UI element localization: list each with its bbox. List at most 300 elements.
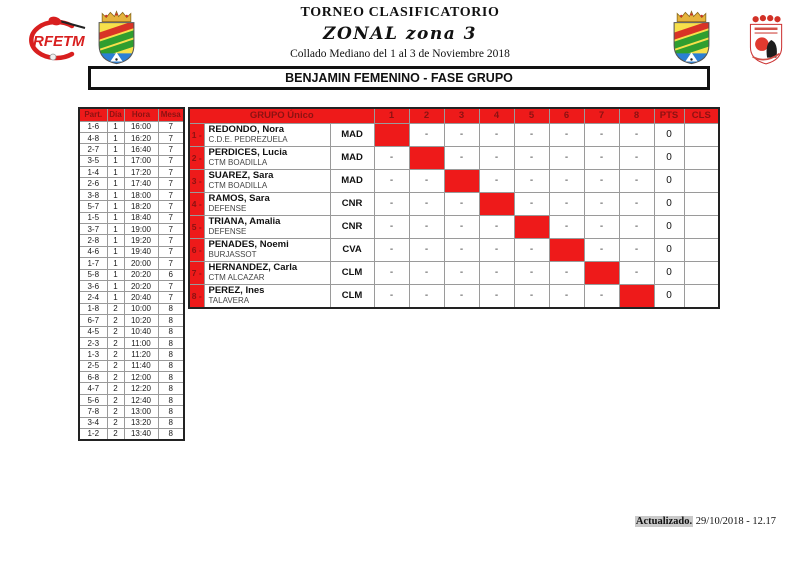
match-day: 1 [107, 121, 124, 132]
schedule-table [78, 107, 185, 441]
result-cell: - [409, 215, 444, 238]
result-cell: - [374, 192, 409, 215]
result-cell-self [584, 261, 619, 284]
match-pairing: 5-7 [79, 201, 107, 212]
result-cell: - [514, 123, 549, 146]
result-cell: - [479, 123, 514, 146]
updated-timestamp [635, 516, 776, 527]
player-row [189, 192, 719, 215]
points-cell: 0 [654, 169, 684, 192]
match-pairing: 5-6 [79, 394, 107, 405]
match-col-3: 3 [444, 108, 479, 123]
match-time: 20:00 [124, 258, 158, 269]
match-time: 11:20 [124, 349, 158, 360]
player-club: CTM ALCAZAR [208, 273, 265, 282]
category-title: BENJAMIN FEMENINO - FASE GRUPO [285, 71, 513, 85]
match-pairing: 4-6 [79, 246, 107, 257]
result-cell: - [619, 146, 654, 169]
match-time: 11:40 [124, 360, 158, 371]
schedule-row [79, 280, 184, 291]
result-cell: - [584, 169, 619, 192]
match-table: 7 [158, 246, 184, 257]
player-name: HERNANDEZ, Carla [208, 261, 298, 273]
result-cell: - [479, 169, 514, 192]
result-cell: - [409, 169, 444, 192]
match-table: 8 [158, 406, 184, 417]
schedule-row [79, 372, 184, 383]
player-name: PENADES, Noemi [208, 238, 289, 250]
match-day: 1 [107, 246, 124, 257]
result-cell-self [479, 192, 514, 215]
result-cell: - [374, 261, 409, 284]
match-col-4: 4 [479, 108, 514, 123]
player-cell [204, 169, 330, 192]
result-cell: - [444, 284, 479, 308]
player-row [189, 238, 719, 261]
player-cell [204, 284, 330, 308]
match-day: 2 [107, 315, 124, 326]
result-cell: - [549, 215, 584, 238]
rank-cell [684, 123, 719, 146]
schedule-row [79, 132, 184, 143]
match-time: 17:40 [124, 178, 158, 189]
match-pairing: 1-3 [79, 349, 107, 360]
player-club: CTM BOADILLA [208, 181, 268, 190]
result-cell: - [374, 146, 409, 169]
schedule-row [79, 144, 184, 155]
player-region: CNR [330, 215, 374, 238]
result-cell: - [584, 215, 619, 238]
match-day: 2 [107, 337, 124, 348]
result-cell: - [619, 123, 654, 146]
schedule-row [79, 326, 184, 337]
player-row [189, 215, 719, 238]
match-table: 7 [158, 292, 184, 303]
svg-text:RFETM: RFETM [33, 33, 85, 50]
match-pairing: 1-6 [79, 121, 107, 132]
rank-cell [684, 284, 719, 308]
player-number: 1 - [189, 123, 204, 146]
rank-cell [684, 146, 719, 169]
match-time: 19:40 [124, 246, 158, 257]
player-club: CTM BOADILLA [208, 158, 268, 167]
schedule-row [79, 212, 184, 223]
result-cell: - [479, 284, 514, 308]
schedule-row [79, 258, 184, 269]
match-pairing: 2-4 [79, 292, 107, 303]
player-number: 3 - [189, 169, 204, 192]
result-cell: - [479, 146, 514, 169]
match-day: 2 [107, 417, 124, 428]
player-cell [204, 261, 330, 284]
result-cell: - [619, 238, 654, 261]
match-day: 1 [107, 144, 124, 155]
result-cell: - [409, 284, 444, 308]
match-pairing: 6-8 [79, 372, 107, 383]
match-table: 7 [158, 224, 184, 235]
schedule-header-row [79, 108, 184, 121]
player-row [189, 261, 719, 284]
player-number: 2 - [189, 146, 204, 169]
match-pairing: 3-4 [79, 417, 107, 428]
points-cell: 0 [654, 215, 684, 238]
match-day: 1 [107, 167, 124, 178]
result-cell: - [514, 169, 549, 192]
match-pairing: 6-7 [79, 315, 107, 326]
player-row [189, 123, 719, 146]
points-cell: 0 [654, 284, 684, 308]
player-name: REDONDO, Nora [208, 123, 284, 135]
match-table: 7 [158, 121, 184, 132]
match-table: 7 [158, 212, 184, 223]
match-table: 7 [158, 280, 184, 291]
rfetm-logo-icon [22, 13, 92, 63]
match-time: 12:40 [124, 394, 158, 405]
player-number: 8 - [189, 284, 204, 308]
cls-header: CLS [684, 108, 719, 123]
match-day: 1 [107, 201, 124, 212]
player-number: 5 - [189, 215, 204, 238]
schedule-row [79, 269, 184, 280]
points-cell: 0 [654, 192, 684, 215]
group-table [188, 107, 720, 309]
schedule-body [79, 121, 184, 440]
result-cell: - [549, 284, 584, 308]
match-table: 8 [158, 383, 184, 394]
result-cell: - [444, 238, 479, 261]
match-pairing: 1-4 [79, 167, 107, 178]
match-table: 7 [158, 258, 184, 269]
player-cell [204, 192, 330, 215]
player-cell [204, 123, 330, 146]
match-table: 7 [158, 189, 184, 200]
points-cell: 0 [654, 146, 684, 169]
match-day: 2 [107, 360, 124, 371]
player-row [189, 284, 719, 308]
group-body [189, 123, 719, 308]
result-cell: - [549, 146, 584, 169]
match-pairing: 4-8 [79, 132, 107, 143]
match-time: 20:40 [124, 292, 158, 303]
match-time: 13:00 [124, 406, 158, 417]
match-table: 7 [158, 178, 184, 189]
match-pairing: 3-5 [79, 155, 107, 166]
match-day: 1 [107, 235, 124, 246]
result-cell-self [444, 169, 479, 192]
match-time: 17:00 [124, 155, 158, 166]
match-pairing: 1-7 [79, 258, 107, 269]
schedule-col-table: Mesa [158, 108, 184, 121]
match-day: 1 [107, 269, 124, 280]
schedule-col-time: Hora [124, 108, 158, 121]
match-pairing: 1-5 [79, 212, 107, 223]
match-col-7: 7 [584, 108, 619, 123]
pts-header: PTS [654, 108, 684, 123]
schedule-row [79, 189, 184, 200]
match-day: 1 [107, 212, 124, 223]
player-club: C.D.E. PEDREZUELA [208, 135, 288, 144]
result-cell: - [549, 169, 584, 192]
schedule-row [79, 360, 184, 371]
result-cell: - [549, 261, 584, 284]
player-cell [204, 238, 330, 261]
match-table: 7 [158, 235, 184, 246]
result-cell: - [619, 261, 654, 284]
schedule-row [79, 394, 184, 405]
player-number: 6 - [189, 238, 204, 261]
result-cell: - [409, 123, 444, 146]
match-pairing: 1-2 [79, 429, 107, 440]
match-pairing: 4-5 [79, 326, 107, 337]
match-time: 16:00 [124, 121, 158, 132]
match-table: 6 [158, 269, 184, 280]
match-day: 2 [107, 303, 124, 314]
schedule-row [79, 429, 184, 440]
match-pairing: 3-8 [79, 189, 107, 200]
result-cell: - [444, 215, 479, 238]
match-time: 18:00 [124, 189, 158, 200]
match-time: 11:00 [124, 337, 158, 348]
match-time: 10:40 [124, 326, 158, 337]
match-day: 1 [107, 132, 124, 143]
town-crest-left-icon [95, 9, 138, 67]
result-cell: - [444, 146, 479, 169]
schedule-col-day: Día [107, 108, 124, 121]
match-table: 7 [158, 155, 184, 166]
town-crest-right-icon [670, 9, 713, 67]
schedule-row [79, 224, 184, 235]
match-pairing: 7-8 [79, 406, 107, 417]
match-day: 1 [107, 155, 124, 166]
rfetm-logo [22, 13, 92, 63]
player-region: MAD [330, 123, 374, 146]
rank-cell [684, 215, 719, 238]
result-cell: - [479, 238, 514, 261]
result-cell: - [514, 146, 549, 169]
result-cell: - [479, 215, 514, 238]
result-cell: - [619, 215, 654, 238]
player-region: MAD [330, 146, 374, 169]
match-pairing: 2-8 [79, 235, 107, 246]
match-day: 2 [107, 429, 124, 440]
match-col-2: 2 [409, 108, 444, 123]
player-row [189, 169, 719, 192]
player-cell [204, 146, 330, 169]
rank-cell [684, 261, 719, 284]
category-banner [88, 66, 710, 90]
match-day: 2 [107, 349, 124, 360]
match-day: 2 [107, 394, 124, 405]
schedule-row [79, 235, 184, 246]
points-cell: 0 [654, 261, 684, 284]
match-col-8: 8 [619, 108, 654, 123]
schedule-row [79, 383, 184, 394]
player-club: BURJASSOT [208, 250, 257, 259]
match-day: 2 [107, 406, 124, 417]
result-cell: - [584, 284, 619, 308]
match-day: 1 [107, 258, 124, 269]
match-time: 19:00 [124, 224, 158, 235]
points-cell: 0 [654, 123, 684, 146]
match-time: 10:20 [124, 315, 158, 326]
result-cell: - [374, 215, 409, 238]
result-cell: - [444, 123, 479, 146]
result-cell: - [479, 261, 514, 284]
match-table: 8 [158, 326, 184, 337]
match-col-6: 6 [549, 108, 584, 123]
match-pairing: 2-7 [79, 144, 107, 155]
result-cell: - [409, 261, 444, 284]
schedule-row [79, 178, 184, 189]
result-cell: - [409, 192, 444, 215]
player-region: CVA [330, 238, 374, 261]
match-table: 8 [158, 349, 184, 360]
club-crest-icon [741, 14, 789, 66]
match-time: 16:40 [124, 144, 158, 155]
tournament-subtitle: ZONAL zona 3 [323, 24, 477, 44]
player-name: TRIANA, Amalia [208, 215, 281, 227]
group-title: GRUPO Único [189, 108, 374, 123]
match-table: 7 [158, 144, 184, 155]
match-table: 7 [158, 167, 184, 178]
match-time: 13:20 [124, 417, 158, 428]
schedule-row [79, 167, 184, 178]
header-titles [150, 5, 650, 60]
match-day: 1 [107, 292, 124, 303]
match-time: 12:20 [124, 383, 158, 394]
match-pairing: 4-7 [79, 383, 107, 394]
updated-label: Actualizado. [635, 516, 693, 527]
schedule-row [79, 246, 184, 257]
group-header-row [189, 108, 719, 123]
match-time: 18:20 [124, 201, 158, 212]
schedule-row [79, 201, 184, 212]
match-pairing: 5-8 [79, 269, 107, 280]
rank-cell [684, 238, 719, 261]
player-region: CLM [330, 284, 374, 308]
result-cell: - [374, 284, 409, 308]
player-number: 7 - [189, 261, 204, 284]
result-cell: - [514, 192, 549, 215]
result-cell: - [584, 238, 619, 261]
match-time: 20:20 [124, 280, 158, 291]
result-cell: - [514, 238, 549, 261]
player-region: CLM [330, 261, 374, 284]
match-time: 16:20 [124, 132, 158, 143]
result-cell-self [374, 123, 409, 146]
player-region: CNR [330, 192, 374, 215]
player-row [189, 146, 719, 169]
result-cell: - [549, 192, 584, 215]
match-pairing: 1-8 [79, 303, 107, 314]
match-table: 8 [158, 394, 184, 405]
match-table: 7 [158, 201, 184, 212]
result-cell: - [619, 192, 654, 215]
match-day: 1 [107, 280, 124, 291]
match-time: 20:20 [124, 269, 158, 280]
player-club: DEFENSE [208, 204, 247, 213]
match-time: 13:40 [124, 429, 158, 440]
result-cell-self [514, 215, 549, 238]
result-cell-self [619, 284, 654, 308]
match-day: 2 [107, 326, 124, 337]
schedule-row [79, 303, 184, 314]
match-pairing: 2-3 [79, 337, 107, 348]
match-time: 12:00 [124, 372, 158, 383]
rank-cell [684, 169, 719, 192]
points-cell: 0 [654, 238, 684, 261]
player-club: DEFENSE [208, 227, 247, 236]
result-cell: - [584, 192, 619, 215]
match-time: 10:00 [124, 303, 158, 314]
match-col-5: 5 [514, 108, 549, 123]
player-club: TALAVERA [208, 296, 250, 305]
match-time: 18:40 [124, 212, 158, 223]
player-name: RAMOS, Sara [208, 192, 270, 204]
match-time: 17:20 [124, 167, 158, 178]
match-table: 8 [158, 429, 184, 440]
rank-cell [684, 192, 719, 215]
match-pairing: 3-6 [79, 280, 107, 291]
match-pairing: 2-5 [79, 360, 107, 371]
result-cell: - [549, 123, 584, 146]
match-col-1: 1 [374, 108, 409, 123]
match-day: 2 [107, 383, 124, 394]
player-name: SUAREZ, Sara [208, 169, 274, 181]
result-cell: - [514, 284, 549, 308]
result-cell-self [409, 146, 444, 169]
match-day: 1 [107, 189, 124, 200]
result-cell-self [549, 238, 584, 261]
match-table: 8 [158, 337, 184, 348]
schedule-row [79, 155, 184, 166]
player-name: PERDICES, Lucia [208, 146, 288, 158]
match-table: 8 [158, 360, 184, 371]
match-day: 2 [107, 372, 124, 383]
player-name: PEREZ, Ines [208, 284, 265, 296]
player-region: MAD [330, 169, 374, 192]
match-table: 8 [158, 303, 184, 314]
result-cell: - [514, 261, 549, 284]
schedule-row [79, 406, 184, 417]
match-table: 8 [158, 315, 184, 326]
match-table: 7 [158, 132, 184, 143]
result-cell: - [444, 192, 479, 215]
match-day: 1 [107, 224, 124, 235]
schedule-row [79, 337, 184, 348]
result-cell: - [444, 261, 479, 284]
match-time: 19:20 [124, 235, 158, 246]
player-cell [204, 215, 330, 238]
result-cell: - [374, 169, 409, 192]
schedule-col-part: Part. [79, 108, 107, 121]
tournament-title: TORNEO CLASIFICATORIO [300, 5, 500, 20]
tournament-location-dates: Collado Mediano del 1 al 3 de Noviembre 2018 [290, 48, 510, 60]
schedule-row [79, 349, 184, 360]
match-pairing: 2-6 [79, 178, 107, 189]
updated-value: 29/10/2018 - 12.17 [695, 516, 776, 527]
match-day: 1 [107, 178, 124, 189]
schedule-row [79, 315, 184, 326]
schedule-row [79, 292, 184, 303]
result-cell: - [584, 146, 619, 169]
match-pairing: 3-7 [79, 224, 107, 235]
result-cell: - [374, 238, 409, 261]
schedule-row [79, 121, 184, 132]
player-number: 4 - [189, 192, 204, 215]
schedule-row [79, 417, 184, 428]
result-cell: - [619, 169, 654, 192]
